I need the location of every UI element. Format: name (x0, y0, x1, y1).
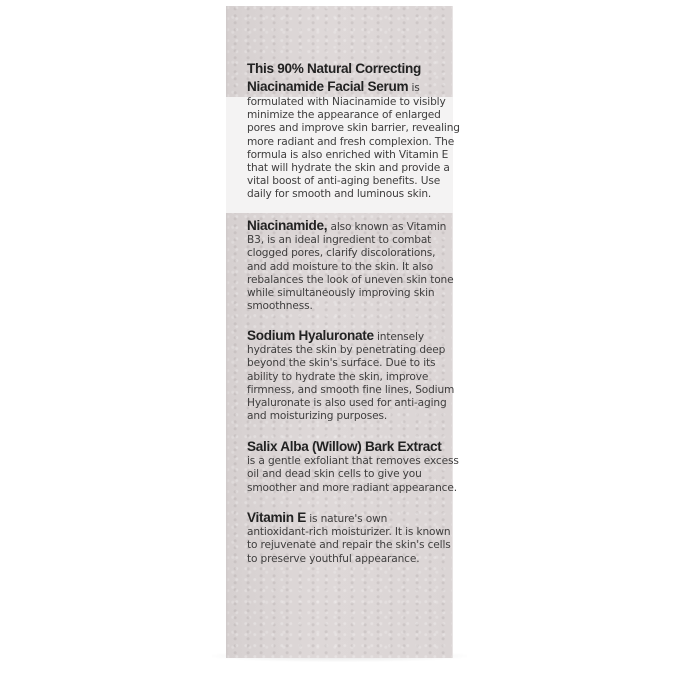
intro-body-line: vital boost of anti-aging benefits. Use (247, 175, 441, 188)
ingredient-first-line (247, 440, 459, 455)
ingredient-first-line (247, 511, 451, 526)
ingredient-line: beyond the skin's surface. Due to its (247, 357, 436, 370)
ingredient-line: is a gentle exfoliant that removes excess (247, 455, 459, 468)
ingredient-line: smoothness. (247, 300, 313, 313)
intro-section (247, 60, 460, 202)
intro-heading-line2-wrap (247, 78, 460, 96)
intro-body-line: daily for smooth and luminous skin. (247, 188, 432, 201)
ingredient-line: smoother and more radiant appearance. (247, 481, 457, 494)
ingredient-line: rebalances the look of uneven skin tone (247, 273, 454, 286)
ingredient-name: Niacinamide, (247, 218, 328, 233)
ingredient-first-line (247, 219, 454, 234)
ingredient-line: Hyaluronate is also used for anti-aging (247, 397, 447, 410)
intro-heading-line1: This 90% Natural Correcting (247, 61, 421, 76)
ingredient-line: firmness, and smooth fine lines, Sodium (247, 383, 455, 396)
ingredient-salix-alba (247, 440, 459, 495)
ingredient-lead: intensely (373, 331, 424, 343)
ingredient-line: and moisturizing purposes. (247, 410, 388, 423)
ingredient-sodium-hyaluronate (247, 329, 454, 423)
ingredient-line: antioxidant-rich moisturizer. It is known (247, 526, 451, 539)
ingredient-niacinamide (247, 219, 454, 313)
ingredient-line: clogged pores, clarify discolorations, (247, 247, 436, 260)
intro-body (247, 96, 460, 202)
ingredient-line: and add moisture to the skin. It also (247, 260, 434, 273)
ingredient-name: Salix Alba (Willow) Bark Extract (247, 439, 442, 454)
ingredient-vitamin-e (247, 511, 451, 566)
intro-body-line: formulated with Niacinamide to visibly (247, 96, 446, 108)
ingredient-name: Sodium Hyaluronate (247, 328, 374, 343)
ingredient-line: while simultaneously improving skin (247, 287, 435, 300)
ingredient-lead: also known as Vitamin (327, 221, 447, 233)
ingredient-line: hydrates the skin by penetrating deep (247, 344, 446, 357)
intro-body-line: more radiant and fresh complexion. The (247, 135, 455, 148)
ingredient-line: to rejuvenate and repair the skin's cells (247, 539, 451, 552)
intro-body-line: that will hydrate the skin and provide a (247, 162, 450, 175)
ingredient-name: Vitamin E (247, 510, 306, 525)
ingredient-line: to preserve youthful appearance. (247, 552, 420, 565)
ingredient-lead: is nature's own (306, 513, 388, 525)
intro-heading-line2: Niacinamide Facial Serum (247, 79, 409, 94)
intro-body-line: formula is also enriched with Vitamin E (247, 148, 449, 161)
ingredient-line: oil and dead skin cells to give you (247, 468, 422, 481)
intro-heading-tail: is (408, 82, 420, 94)
ingredient-line: ability to hydrate the skin, improve (247, 370, 429, 383)
ingredient-line: B3, is an ideal ingredient to combat (247, 234, 432, 247)
intro-body-line: pores and improve skin barrier, revealing (247, 122, 460, 135)
intro-body-line: minimize the appearance of enlarged (247, 109, 441, 122)
ingredient-first-line (247, 329, 454, 344)
